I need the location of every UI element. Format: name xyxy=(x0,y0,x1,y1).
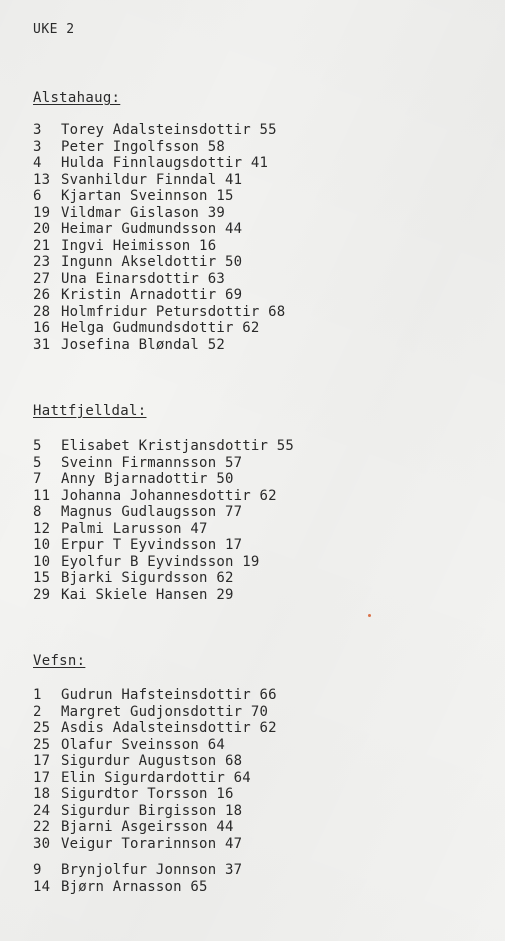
list-item xyxy=(33,205,285,222)
entry-number: 18 xyxy=(33,786,51,802)
list-item xyxy=(33,304,285,321)
list-item xyxy=(33,238,285,255)
list-item xyxy=(33,271,285,288)
entry-text: Sveinn Firmannsson 57 xyxy=(61,454,243,471)
entry-number: 13 xyxy=(33,171,51,188)
entry-text: Bjarki Sigurdsson 62 xyxy=(61,570,234,586)
entry-text: Svanhildur Finndal 41 xyxy=(61,171,243,188)
list-item xyxy=(33,687,277,704)
entry-text: Olafur Sveinsson 64 xyxy=(61,736,225,753)
entry-number: 6 xyxy=(33,188,42,204)
section-title: Hattfjelldal: xyxy=(33,403,147,419)
entry-number: 5 xyxy=(33,438,42,454)
entry-number: 21 xyxy=(33,237,51,254)
section-alstahaug xyxy=(33,90,285,353)
list-item xyxy=(33,155,285,172)
entry-text: Ingunn Akseldottir 50 xyxy=(61,254,243,270)
list-item xyxy=(33,337,285,354)
entry-text: Brynjolfur Jonnson 37 xyxy=(61,862,243,878)
entry-number: 9 xyxy=(33,862,42,878)
entry-number: 1 xyxy=(33,687,42,703)
entry-number: 17 xyxy=(33,769,51,786)
entry-text: Anny Bjarnadottir 50 xyxy=(61,471,234,487)
entry-number: 31 xyxy=(33,336,51,353)
entry-list-extra xyxy=(33,862,277,895)
entry-text: Torey Adalsteinsdottir 55 xyxy=(61,122,277,138)
entry-number: 16 xyxy=(33,320,51,336)
entry-text: Magnus Gudlaugsson 77 xyxy=(61,504,243,520)
list-item xyxy=(33,570,294,587)
entry-number: 24 xyxy=(33,802,51,819)
entry-text: Erpur T Eyvindsson 17 xyxy=(61,537,243,553)
page-title: UKE 2 xyxy=(33,22,75,37)
list-item xyxy=(33,221,285,238)
entry-text: Sigurdur Birgisson 18 xyxy=(61,802,243,819)
list-item xyxy=(33,836,277,853)
entry-number: 30 xyxy=(33,835,51,852)
list-item xyxy=(33,554,294,571)
entry-text: Bjørn Arnasson 65 xyxy=(61,878,208,895)
list-item xyxy=(33,438,294,455)
entry-text: Elisabet Kristjansdottir 55 xyxy=(61,438,294,454)
entry-number: 3 xyxy=(33,122,42,138)
list-item xyxy=(33,254,285,271)
list-item xyxy=(33,862,277,879)
entry-number: 7 xyxy=(33,471,42,487)
list-item xyxy=(33,455,294,472)
entry-number: 14 xyxy=(33,878,51,895)
entry-text: Sigurdur Augustson 68 xyxy=(61,753,243,769)
list-item xyxy=(33,704,277,721)
entry-list xyxy=(33,687,277,852)
entry-number: 4 xyxy=(33,155,42,171)
entry-number: 17 xyxy=(33,753,51,769)
entry-number: 8 xyxy=(33,504,42,520)
entry-number: 23 xyxy=(33,254,51,270)
entry-text: Holmfridur Petursdottir 68 xyxy=(61,303,286,320)
entry-text: Bjarni Asgeirsson 44 xyxy=(61,819,234,835)
entry-text: Vildmar Gislason 39 xyxy=(61,204,225,221)
entry-text: Josefina Bløndal 52 xyxy=(61,336,225,353)
entry-list xyxy=(33,122,285,353)
section-title: Vefsn: xyxy=(33,653,86,669)
list-item xyxy=(33,786,277,803)
list-item xyxy=(33,819,277,836)
list-item xyxy=(33,803,277,820)
list-item xyxy=(33,770,277,787)
entry-text: Eyolfur B Eyvindsson 19 xyxy=(61,553,260,570)
entry-number: 26 xyxy=(33,287,51,303)
list-item xyxy=(33,753,277,770)
entry-text: Margret Gudjonsdottir 70 xyxy=(61,703,269,720)
entry-text: Una Einarsdottir 63 xyxy=(61,270,225,287)
list-item xyxy=(33,587,294,604)
list-item xyxy=(33,287,285,304)
list-item xyxy=(33,122,285,139)
entry-number: 10 xyxy=(33,553,51,570)
list-item xyxy=(33,720,277,737)
entry-text: Veigur Torarinnson 47 xyxy=(61,835,243,852)
entry-text: Johanna Johannesdottir 62 xyxy=(61,487,277,504)
list-item xyxy=(33,537,294,554)
entry-number: 29 xyxy=(33,586,51,603)
entry-number: 25 xyxy=(33,720,51,736)
list-item xyxy=(33,172,285,189)
list-item xyxy=(33,320,285,337)
entry-text: Kristin Arnadottir 69 xyxy=(61,287,243,303)
list-item xyxy=(33,471,294,488)
entry-text: Asdis Adalsteinsdottir 62 xyxy=(61,720,277,736)
entry-text: Palmi Larusson 47 xyxy=(61,520,208,537)
paper-speck xyxy=(368,614,371,617)
entry-text: Kai Skiele Hansen 29 xyxy=(61,586,234,603)
entry-number: 15 xyxy=(33,570,51,586)
entry-number: 11 xyxy=(33,487,51,504)
entry-text: Peter Ingolfsson 58 xyxy=(61,138,225,155)
section-vefsn xyxy=(33,653,277,895)
entry-text: Kjartan Sveinnson 15 xyxy=(61,188,234,204)
section-hattfjelldal xyxy=(33,403,294,603)
list-item xyxy=(33,504,294,521)
entry-number: 22 xyxy=(33,819,51,835)
list-item xyxy=(33,737,277,754)
entry-text: Gudrun Hafsteinsdottir 66 xyxy=(61,687,277,703)
entry-text: Sigurdtor Torsson 16 xyxy=(61,786,234,802)
entry-number: 12 xyxy=(33,520,51,537)
entry-number: 20 xyxy=(33,221,51,237)
entry-text: Ingvi Heimisson 16 xyxy=(61,237,217,254)
list-item xyxy=(33,488,294,505)
entry-number: 5 xyxy=(33,454,42,471)
entry-number: 2 xyxy=(33,703,42,720)
entry-text: Elin Sigurdardottir 64 xyxy=(61,769,251,786)
entry-number: 28 xyxy=(33,303,51,320)
entry-number: 19 xyxy=(33,204,51,221)
list-item xyxy=(33,879,277,896)
entry-list xyxy=(33,438,294,603)
list-item xyxy=(33,521,294,538)
entry-number: 27 xyxy=(33,270,51,287)
entry-text: Helga Gudmundsdottir 62 xyxy=(61,320,260,336)
entry-number: 3 xyxy=(33,138,42,155)
section-title: Alstahaug: xyxy=(33,90,121,106)
entry-text: Hulda Finnlaugsdottir 41 xyxy=(61,155,269,171)
list-item xyxy=(33,188,285,205)
entry-text: Heimar Gudmundsson 44 xyxy=(61,221,243,237)
entry-number: 10 xyxy=(33,537,51,553)
entry-number: 25 xyxy=(33,736,51,753)
list-item xyxy=(33,139,285,156)
